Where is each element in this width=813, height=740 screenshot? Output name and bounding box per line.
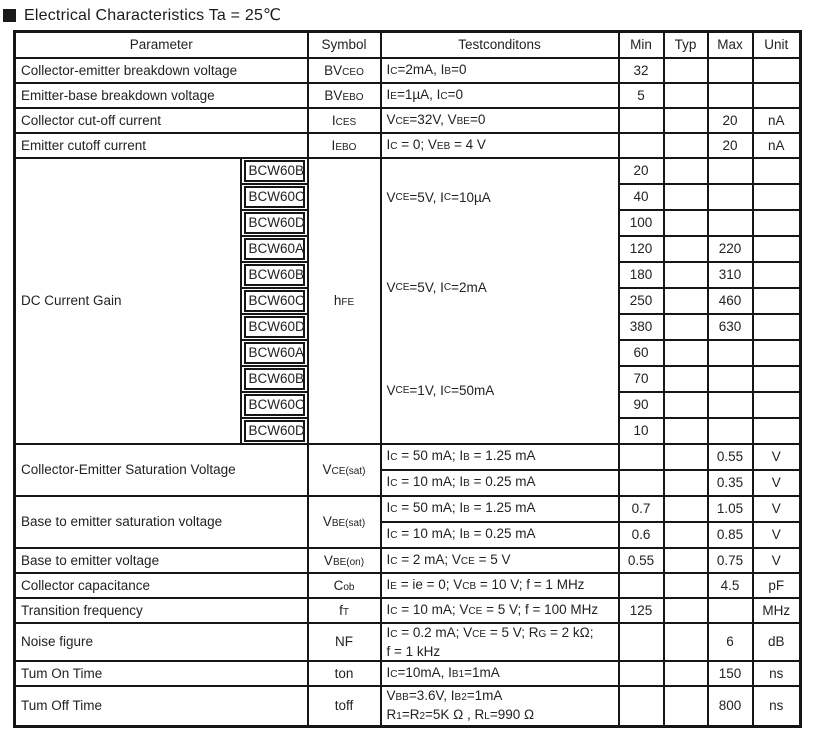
- unit-cell: [753, 58, 801, 83]
- square-bullet-icon: [3, 9, 16, 22]
- model-cell: [241, 366, 308, 392]
- unit-cell: [753, 288, 801, 314]
- min-cell: 180: [619, 262, 664, 288]
- typ-cell: [664, 598, 708, 623]
- table-row: [15, 83, 801, 108]
- max-cell: 310: [708, 262, 753, 288]
- model-label: BCW60A: [244, 342, 305, 364]
- model-label: BCW60D: [244, 316, 305, 338]
- typ-cell: [664, 158, 708, 184]
- max-cell: 800: [708, 686, 753, 727]
- symbol-cell: ICES: [308, 108, 381, 133]
- table-row: [15, 133, 801, 158]
- symbol-cell: BVEBO: [308, 83, 381, 108]
- min-cell: [619, 133, 664, 158]
- max-cell: 220: [708, 236, 753, 262]
- cond-cell: IC = 10 mA; VCE = 5 V; f = 100 MHz: [381, 598, 619, 623]
- unit-cell: [753, 262, 801, 288]
- model-label: BCW60C: [244, 290, 305, 312]
- unit-cell: [753, 418, 801, 444]
- param-cell: Emitter-base breakdown voltage: [15, 83, 308, 108]
- min-cell: 5: [619, 83, 664, 108]
- electrical-characteristics-table: [13, 30, 802, 728]
- symbol-cell: fT: [308, 598, 381, 623]
- param-cell: Base to emitter saturation voltage: [15, 496, 308, 548]
- table-row: [15, 158, 801, 184]
- max-cell: 0.85: [708, 522, 753, 548]
- min-cell: [619, 470, 664, 496]
- table-row: [15, 661, 801, 686]
- unit-cell: nA: [753, 108, 801, 133]
- typ-cell: [664, 496, 708, 522]
- typ-cell: [664, 236, 708, 262]
- table-row: [15, 623, 801, 661]
- unit-cell: [753, 392, 801, 418]
- unit-cell: [753, 340, 801, 366]
- symbol-cell: VCE(sat): [308, 444, 381, 496]
- cond-cell: IC = 10 mA; IB = 0.25 mA: [381, 522, 619, 548]
- param-cell: Collector capacitance: [15, 573, 308, 598]
- max-cell: 0.35: [708, 470, 753, 496]
- model-label: BCW60C: [244, 394, 305, 416]
- header-max: Max: [708, 32, 753, 58]
- max-cell: 150: [708, 661, 753, 686]
- min-cell: 0.6: [619, 522, 664, 548]
- typ-cell: [664, 133, 708, 158]
- section-title-text: Electrical Characteristics Ta = 25℃: [24, 7, 282, 24]
- model-cell: [241, 340, 308, 366]
- min-cell: 10: [619, 418, 664, 444]
- typ-cell: [664, 262, 708, 288]
- min-cell: 32: [619, 58, 664, 83]
- cond-cell: IC = 2 mA; VCE = 5 V: [381, 548, 619, 573]
- min-cell: 100: [619, 210, 664, 236]
- max-cell: [708, 58, 753, 83]
- param-cell: Emitter cutoff current: [15, 133, 308, 158]
- min-cell: 70: [619, 366, 664, 392]
- hfe-condition-group: V CE =1V, I C =50mA: [386, 383, 495, 399]
- min-cell: [619, 573, 664, 598]
- cond-cell: VCE=32V, VBE=0: [381, 108, 619, 133]
- cond-cell: IC = 50 mA; IB = 1.25 mA: [381, 496, 619, 522]
- cond-cell: [381, 158, 619, 444]
- max-cell: 4.5: [708, 573, 753, 598]
- model-cell: [241, 392, 308, 418]
- typ-cell: [664, 522, 708, 548]
- model-label: BCW60D: [244, 212, 305, 234]
- unit-cell: dB: [753, 623, 801, 661]
- typ-cell: [664, 573, 708, 598]
- min-cell: 250: [619, 288, 664, 314]
- model-label: BCW60B: [244, 264, 305, 286]
- model-cell: [241, 236, 308, 262]
- typ-cell: [664, 83, 708, 108]
- header-min: Min: [619, 32, 664, 58]
- model-cell: [241, 158, 308, 184]
- model-label: BCW60B: [244, 160, 305, 182]
- model-label: BCW60B: [244, 368, 305, 390]
- max-cell: [708, 158, 753, 184]
- header-testconditions: Testconditons: [381, 32, 619, 58]
- typ-cell: [664, 58, 708, 83]
- symbol-cell: VBE(sat): [308, 496, 381, 548]
- table-header-row: [15, 32, 801, 58]
- param-cell: Base to emitter voltage: [15, 548, 308, 573]
- symbol-cell: VBE(on): [308, 548, 381, 573]
- table-row: [15, 108, 801, 133]
- min-cell: [619, 686, 664, 727]
- unit-cell: [753, 210, 801, 236]
- symbol-cell: ton: [308, 661, 381, 686]
- hfe-condition-stack: [382, 159, 618, 443]
- cond-cell: IC = 10 mA; IB = 0.25 mA: [381, 470, 619, 496]
- max-cell: 0.75: [708, 548, 753, 573]
- typ-cell: [664, 366, 708, 392]
- typ-cell: [664, 418, 708, 444]
- symbol-cell: toff: [308, 686, 381, 727]
- typ-cell: [664, 288, 708, 314]
- min-cell: 40: [619, 184, 664, 210]
- cond-cell: IC=2mA, IB=0: [381, 58, 619, 83]
- typ-cell: [664, 392, 708, 418]
- typ-cell: [664, 184, 708, 210]
- symbol-cell: hFE: [308, 158, 381, 444]
- model-label: BCW60D: [244, 420, 305, 442]
- typ-cell: [664, 548, 708, 573]
- min-cell: 20: [619, 158, 664, 184]
- param-cell: Collector-emitter breakdown voltage: [15, 58, 308, 83]
- table-row: [15, 573, 801, 598]
- symbol-cell: IEBO: [308, 133, 381, 158]
- cond-cell: IC = 0.2 mA; VCE = 5 V; RG = 2 kΩ; f = 1 kHz: [381, 623, 619, 661]
- param-cell: Tum On Time: [15, 661, 308, 686]
- max-cell: 630: [708, 314, 753, 340]
- max-cell: [708, 340, 753, 366]
- header-symbol: Symbol: [308, 32, 381, 58]
- header-typ: Typ: [664, 32, 708, 58]
- symbol-cell: BVCEO: [308, 58, 381, 83]
- unit-cell: V: [753, 522, 801, 548]
- param-cell: Collector cut-off current: [15, 108, 308, 133]
- unit-cell: [753, 83, 801, 108]
- max-cell: [708, 184, 753, 210]
- max-cell: 460: [708, 288, 753, 314]
- unit-cell: [753, 158, 801, 184]
- model-label: BCW60C: [244, 186, 305, 208]
- unit-cell: [753, 184, 801, 210]
- unit-cell: V: [753, 444, 801, 470]
- typ-cell: [664, 686, 708, 727]
- param-cell: Tum Off Time: [15, 686, 308, 727]
- model-cell: [241, 184, 308, 210]
- min-cell: 380: [619, 314, 664, 340]
- unit-cell: MHz: [753, 598, 801, 623]
- max-cell: [708, 392, 753, 418]
- unit-cell: V: [753, 548, 801, 573]
- min-cell: [619, 108, 664, 133]
- unit-cell: ns: [753, 686, 801, 727]
- max-cell: [708, 418, 753, 444]
- min-cell: 0.7: [619, 496, 664, 522]
- param-cell: DC Current Gain: [15, 158, 241, 444]
- param-cell: Collector-Emitter Saturation Voltage: [15, 444, 308, 496]
- typ-cell: [664, 340, 708, 366]
- unit-cell: V: [753, 470, 801, 496]
- max-cell: 6: [708, 623, 753, 661]
- section-title: [0, 0, 813, 25]
- param-cell: Transition frequency: [15, 598, 308, 623]
- symbol-cell: NF: [308, 623, 381, 661]
- hfe-condition-group: V CE =5V, I C =2mA: [386, 280, 487, 296]
- max-cell: [708, 598, 753, 623]
- max-cell: 20: [708, 133, 753, 158]
- max-cell: 20: [708, 108, 753, 133]
- unit-cell: V: [753, 496, 801, 522]
- unit-cell: nA: [753, 133, 801, 158]
- header-parameter: Parameter: [15, 32, 308, 58]
- min-cell: [619, 444, 664, 470]
- table-row: [15, 58, 801, 83]
- hfe-condition-group: V CE =5V, I C =10µA: [386, 189, 491, 205]
- min-cell: 125: [619, 598, 664, 623]
- unit-cell: [753, 366, 801, 392]
- min-cell: 120: [619, 236, 664, 262]
- header-unit: Unit: [753, 32, 801, 58]
- model-cell: [241, 314, 308, 340]
- cond-cell: IC=10mA, IB1=1mA: [381, 661, 619, 686]
- cond-cell: VBB=3.6V, IB2=1mA R1=R2=5K Ω , RL=990 Ω: [381, 686, 619, 727]
- min-cell: 0.55: [619, 548, 664, 573]
- model-cell: [241, 262, 308, 288]
- cond-cell: IE=1µA, IC=0: [381, 83, 619, 108]
- unit-cell: ns: [753, 661, 801, 686]
- symbol-cell: Cob: [308, 573, 381, 598]
- min-cell: [619, 661, 664, 686]
- max-cell: [708, 83, 753, 108]
- model-cell: [241, 418, 308, 444]
- table-row: [15, 686, 801, 727]
- max-cell: 0.55: [708, 444, 753, 470]
- typ-cell: [664, 210, 708, 236]
- unit-cell: pF: [753, 573, 801, 598]
- table-row: [15, 496, 801, 522]
- min-cell: 90: [619, 392, 664, 418]
- param-cell: Noise figure: [15, 623, 308, 661]
- unit-cell: [753, 236, 801, 262]
- typ-cell: [664, 444, 708, 470]
- min-cell: [619, 623, 664, 661]
- typ-cell: [664, 314, 708, 340]
- table-row: [15, 548, 801, 573]
- typ-cell: [664, 623, 708, 661]
- typ-cell: [664, 470, 708, 496]
- model-cell: [241, 288, 308, 314]
- min-cell: 60: [619, 340, 664, 366]
- cond-cell: IC = 50 mA; IB = 1.25 mA: [381, 444, 619, 470]
- unit-cell: [753, 314, 801, 340]
- max-cell: 1.05: [708, 496, 753, 522]
- model-label: BCW60A: [244, 238, 305, 260]
- cond-cell: IE = ie = 0; VCB = 10 V; f = 1 MHz: [381, 573, 619, 598]
- max-cell: [708, 210, 753, 236]
- max-cell: [708, 366, 753, 392]
- table-row: [15, 598, 801, 623]
- table-row: [15, 444, 801, 470]
- cond-cell: IC = 0; VEB = 4 V: [381, 133, 619, 158]
- typ-cell: [664, 661, 708, 686]
- typ-cell: [664, 108, 708, 133]
- model-cell: [241, 210, 308, 236]
